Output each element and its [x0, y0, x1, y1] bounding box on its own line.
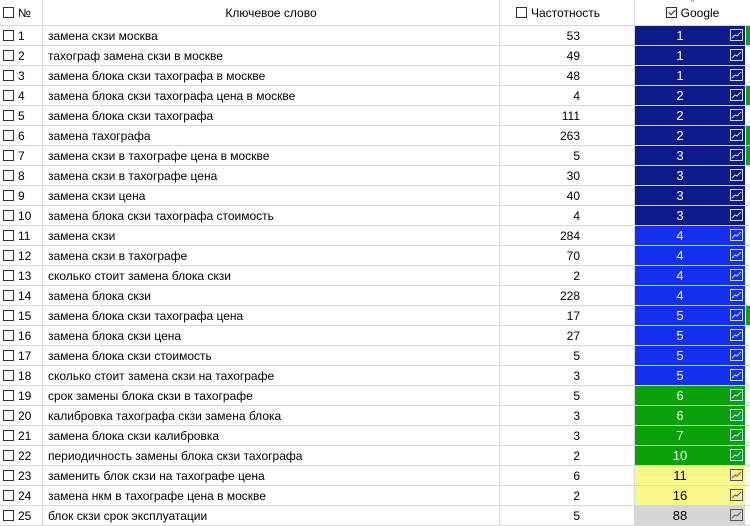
table-row[interactable]: [0, 186, 750, 206]
google-position-cell: [635, 486, 750, 505]
position-badge: [635, 266, 745, 285]
keyword-cell: замена скзи в тахографе цена: [43, 166, 500, 185]
position-badge: [635, 406, 745, 425]
row-number: 17: [18, 348, 32, 363]
keyword-cell: замена нкм в тахографе цена в москве: [43, 486, 500, 505]
row-number: 2: [18, 48, 25, 63]
row-number-cell: [0, 46, 43, 65]
table-row[interactable]: [0, 406, 750, 426]
position-value: 6: [676, 388, 684, 403]
google-position-cell: [635, 446, 750, 465]
position-value: 1: [676, 48, 684, 63]
row-number-cell: [0, 166, 43, 185]
position-value: 4: [676, 268, 684, 283]
position-badge: [635, 286, 745, 305]
trend-chart-icon[interactable]: [730, 429, 743, 441]
trend-chart-icon[interactable]: [730, 329, 743, 341]
frequency-cell: 2: [500, 266, 635, 285]
position-badge: [635, 86, 745, 105]
table-row[interactable]: [0, 26, 750, 46]
row-checkbox[interactable]: [3, 210, 14, 221]
frequency-column-checkbox[interactable]: [516, 7, 527, 18]
keyword-cell: сколько стоит замена скзи на тахографе: [43, 366, 500, 385]
position-badge: [635, 186, 745, 205]
row-number: 21: [18, 428, 32, 443]
row-checkbox[interactable]: [3, 390, 14, 401]
frequency-cell: 49: [500, 46, 635, 65]
position-badge: [635, 426, 745, 445]
position-value: 4: [676, 288, 684, 303]
position-value: 10: [672, 448, 688, 463]
table-row[interactable]: [0, 246, 750, 266]
google-position-cell: [635, 266, 750, 285]
trend-chart-icon[interactable]: [730, 129, 743, 141]
row-checkbox[interactable]: [3, 450, 14, 461]
trend-chart-icon[interactable]: [730, 489, 743, 501]
row-number: 12: [18, 248, 32, 263]
row-number-cell: [0, 86, 43, 105]
row-checkbox[interactable]: [3, 90, 14, 101]
keyword-cell: сколько стоит замена блока скзи: [43, 266, 500, 285]
row-number: 14: [18, 288, 32, 303]
header-google-label: Google: [680, 5, 720, 20]
trend-chart-icon[interactable]: [730, 149, 743, 161]
position-badge: [635, 306, 745, 325]
position-change-indicator: [746, 86, 750, 105]
row-number-cell: [0, 406, 43, 425]
frequency-cell: 70: [500, 246, 635, 265]
row-number-cell: [0, 206, 43, 225]
position-value: 2: [676, 88, 684, 103]
table-row[interactable]: [0, 106, 750, 126]
position-change-indicator: [746, 26, 750, 45]
row-checkbox[interactable]: [3, 150, 14, 161]
position-badge: [635, 46, 745, 65]
row-number: 4: [18, 88, 25, 103]
position-badge: [635, 386, 745, 405]
row-checkbox[interactable]: [3, 430, 14, 441]
row-number: 16: [18, 328, 32, 343]
row-number-cell: [0, 246, 43, 265]
position-badge: [635, 166, 745, 185]
google-position-cell: [635, 126, 750, 145]
row-checkbox[interactable]: [3, 350, 14, 361]
keyword-cell: замена блока скзи тахографа цена: [43, 306, 500, 325]
row-number-cell: [0, 66, 43, 85]
position-badge: [635, 506, 745, 525]
google-position-cell: [635, 406, 750, 425]
google-position-cell: [635, 466, 750, 485]
keyword-cell: замена тахографа: [43, 126, 500, 145]
row-checkbox[interactable]: [3, 470, 14, 481]
row-checkbox[interactable]: [3, 130, 14, 141]
trend-chart-icon[interactable]: [730, 409, 743, 421]
row-number: 24: [18, 488, 32, 503]
position-badge: [635, 486, 745, 505]
row-checkbox[interactable]: [3, 170, 14, 181]
position-badge: [635, 446, 745, 465]
row-number-cell: [0, 506, 43, 525]
frequency-cell: 5: [500, 346, 635, 365]
google-position-cell: [635, 106, 750, 125]
header-number[interactable]: [0, 0, 43, 25]
trend-chart-icon[interactable]: [730, 209, 743, 221]
row-number: 6: [18, 128, 25, 143]
select-all-checkbox[interactable]: [3, 7, 14, 18]
position-value: 1: [676, 68, 684, 83]
position-badge: [635, 146, 745, 165]
position-value: 4: [676, 248, 684, 263]
row-number-cell: [0, 26, 43, 45]
trend-chart-icon[interactable]: [730, 49, 743, 61]
header-frequency-label: Частотность: [531, 5, 600, 20]
row-number: 11: [18, 228, 31, 243]
google-position-cell: [635, 186, 750, 205]
position-value: 5: [676, 368, 684, 383]
trend-chart-icon[interactable]: [730, 369, 743, 381]
row-number-cell: [0, 286, 43, 305]
position-value: 2: [676, 128, 684, 143]
frequency-cell: 17: [500, 306, 635, 325]
google-column-checkbox[interactable]: [666, 7, 677, 18]
position-value: 3: [676, 208, 684, 223]
row-number: 22: [18, 448, 32, 463]
row-number-cell: [0, 486, 43, 505]
frequency-cell: 48: [500, 66, 635, 85]
frequency-cell: 3: [500, 406, 635, 425]
row-checkbox[interactable]: [3, 70, 14, 81]
table-row[interactable]: [0, 306, 750, 326]
keyword-cell: замена блока скзи тахографа: [43, 106, 500, 125]
position-value: 6: [676, 408, 684, 423]
trend-chart-icon[interactable]: [730, 449, 743, 461]
position-change-indicator: [746, 306, 750, 325]
table-row[interactable]: [0, 366, 750, 386]
position-value: 16: [672, 488, 688, 503]
header-frequency[interactable]: [500, 0, 635, 25]
position-badge: [635, 66, 745, 85]
position-change-indicator: [746, 126, 750, 145]
row-number: 19: [18, 388, 32, 403]
google-position-cell: [635, 506, 750, 525]
google-position-cell: [635, 46, 750, 65]
row-number: 20: [18, 408, 32, 423]
row-number-cell: [0, 466, 43, 485]
row-number-cell: [0, 266, 43, 285]
trend-chart-icon[interactable]: [730, 169, 743, 181]
google-position-cell: [635, 306, 750, 325]
position-value: 2: [676, 108, 684, 123]
sort-ascending-icon: ^: [690, 0, 695, 7]
keyword-cell: замена блока скзи стоимость: [43, 346, 500, 365]
google-position-cell: [635, 146, 750, 165]
position-badge: [635, 126, 745, 145]
keyword-cell: замена блока скзи тахографа стоимость: [43, 206, 500, 225]
google-position-cell: [635, 246, 750, 265]
row-number-cell: [0, 146, 43, 165]
frequency-cell: 27: [500, 326, 635, 345]
table-row[interactable]: [0, 226, 750, 246]
row-number: 15: [18, 308, 32, 323]
keyword-cell: замена блока скзи тахографа в москве: [43, 66, 500, 85]
keyword-cell: замена скзи: [43, 226, 500, 245]
position-badge: [635, 226, 745, 245]
table-row[interactable]: [0, 266, 750, 286]
row-number-cell: [0, 346, 43, 365]
row-number-cell: [0, 306, 43, 325]
google-position-cell: [635, 66, 750, 85]
google-position-cell: [635, 166, 750, 185]
position-badge: [635, 366, 745, 385]
keyword-cell: замена скзи москва: [43, 26, 500, 45]
position-badge: [635, 26, 745, 45]
trend-chart-icon[interactable]: [730, 109, 743, 121]
row-number-cell: [0, 226, 43, 245]
frequency-cell: 30: [500, 166, 635, 185]
row-checkbox[interactable]: [3, 310, 14, 321]
keyword-cell: замена блока скзи цена: [43, 326, 500, 345]
position-value: 1: [676, 28, 684, 43]
header-google[interactable]: [635, 0, 750, 25]
row-checkbox[interactable]: [3, 290, 14, 301]
frequency-cell: 5: [500, 506, 635, 525]
row-checkbox[interactable]: [3, 490, 14, 501]
row-checkbox[interactable]: [3, 230, 14, 241]
position-badge: [635, 206, 745, 225]
row-checkbox[interactable]: [3, 270, 14, 281]
position-value: 3: [676, 148, 684, 163]
table-row[interactable]: [0, 286, 750, 306]
keyword-cell: тахограф замена скзи в москве: [43, 46, 500, 65]
frequency-cell: 228: [500, 286, 635, 305]
row-number: 25: [18, 508, 32, 523]
position-value: 3: [676, 168, 684, 183]
row-number-cell: [0, 386, 43, 405]
frequency-cell: 111: [500, 106, 635, 125]
position-badge: [635, 246, 745, 265]
row-number-cell: [0, 106, 43, 125]
position-value: 5: [676, 348, 684, 363]
google-position-cell: [635, 346, 750, 365]
google-position-cell: [635, 366, 750, 385]
header-keyword-label: Ключевое слово: [225, 5, 317, 20]
table-row[interactable]: [0, 86, 750, 106]
trend-chart-icon[interactable]: [730, 89, 743, 101]
frequency-cell: 284: [500, 226, 635, 245]
row-number: 23: [18, 468, 32, 483]
header-number-label: №: [18, 5, 31, 20]
row-number-cell: [0, 446, 43, 465]
table-row[interactable]: [0, 126, 750, 146]
keyword-cell: блок скзи срок эксплуатации: [43, 506, 500, 525]
row-number: 13: [18, 268, 32, 283]
table-row[interactable]: [0, 426, 750, 446]
table-header: [0, 0, 750, 26]
table-row[interactable]: [0, 486, 750, 506]
keyword-cell: замена скзи в тахографе: [43, 246, 500, 265]
keyword-cell: периодичность замены блока скзи тахографа: [43, 446, 500, 465]
row-checkbox[interactable]: [3, 410, 14, 421]
google-position-cell: [635, 226, 750, 245]
row-checkbox[interactable]: [3, 110, 14, 121]
trend-chart-icon[interactable]: [730, 289, 743, 301]
frequency-cell: 40: [500, 186, 635, 205]
row-number: 9: [18, 188, 25, 203]
google-position-cell: [635, 386, 750, 405]
trend-chart-icon[interactable]: [730, 509, 743, 521]
row-number: 5: [18, 108, 25, 123]
row-number: 1: [18, 28, 25, 43]
frequency-cell: 4: [500, 86, 635, 105]
trend-chart-icon[interactable]: [730, 249, 743, 261]
keyword-cell: замена блока скзи тахографа цена в москве: [43, 86, 500, 105]
row-number-cell: [0, 426, 43, 445]
keyword-cell: замена блока скзи: [43, 286, 500, 305]
table-row[interactable]: [0, 206, 750, 226]
row-number: 18: [18, 368, 32, 383]
position-change-indicator: [746, 146, 750, 165]
keyword-cell: замена блока скзи калибровка: [43, 426, 500, 445]
position-badge: [635, 106, 745, 125]
table-row[interactable]: [0, 326, 750, 346]
frequency-cell: 3: [500, 426, 635, 445]
table-row[interactable]: [0, 66, 750, 86]
table-row[interactable]: [0, 46, 750, 66]
table-row[interactable]: [0, 166, 750, 186]
row-checkbox[interactable]: [3, 250, 14, 261]
position-value: 3: [676, 188, 684, 203]
trend-chart-icon[interactable]: [730, 269, 743, 281]
position-value: 5: [676, 308, 684, 323]
position-value: 4: [676, 228, 684, 243]
trend-chart-icon[interactable]: [730, 469, 743, 481]
table-row[interactable]: [0, 346, 750, 366]
position-value: 88: [672, 508, 688, 523]
frequency-cell: 5: [500, 386, 635, 405]
table-row[interactable]: [0, 466, 750, 486]
table-row[interactable]: [0, 446, 750, 466]
frequency-cell: 263: [500, 126, 635, 145]
trend-chart-icon[interactable]: [730, 69, 743, 81]
frequency-cell: 6: [500, 466, 635, 485]
table-row[interactable]: [0, 146, 750, 166]
frequency-cell: 3: [500, 366, 635, 385]
row-checkbox[interactable]: [3, 330, 14, 341]
google-position-cell: [635, 326, 750, 345]
table-row[interactable]: [0, 386, 750, 406]
google-position-cell: [635, 426, 750, 445]
table-body: [0, 26, 750, 526]
frequency-cell: 2: [500, 446, 635, 465]
position-value: 5: [676, 328, 684, 343]
row-number: 3: [18, 68, 25, 83]
keyword-cell: срок замены блока скзи в тахографе: [43, 386, 500, 405]
google-position-cell: [635, 206, 750, 225]
row-number-cell: [0, 366, 43, 385]
frequency-cell: 5: [500, 146, 635, 165]
row-number-cell: [0, 186, 43, 205]
header-keyword[interactable]: [43, 0, 500, 25]
position-value: 7: [676, 428, 684, 443]
trend-chart-icon[interactable]: [730, 229, 743, 241]
trend-chart-icon[interactable]: [730, 309, 743, 321]
row-checkbox[interactable]: [3, 370, 14, 381]
google-position-cell: [635, 286, 750, 305]
position-badge: [635, 466, 745, 485]
row-number: 7: [18, 148, 25, 163]
position-badge: [635, 326, 745, 345]
keyword-cell: заменить блок скзи на тахографе цена: [43, 466, 500, 485]
frequency-cell: 53: [500, 26, 635, 45]
keyword-cell: замена скзи в тахографе цена в москве: [43, 146, 500, 165]
position-badge: [635, 346, 745, 365]
keyword-cell: калибровка тахографа скзи замена блока: [43, 406, 500, 425]
trend-chart-icon[interactable]: [730, 29, 743, 41]
row-number-cell: [0, 126, 43, 145]
position-value: 11: [673, 468, 687, 483]
google-position-cell: [635, 86, 750, 105]
frequency-cell: 2: [500, 486, 635, 505]
row-number: 10: [18, 208, 32, 223]
keyword-cell: замена скзи цена: [43, 186, 500, 205]
google-position-cell: [635, 26, 750, 45]
trend-chart-icon[interactable]: [730, 189, 743, 201]
row-checkbox[interactable]: [3, 510, 14, 521]
trend-chart-icon[interactable]: [730, 389, 743, 401]
row-checkbox[interactable]: [3, 30, 14, 41]
row-number-cell: [0, 326, 43, 345]
row-checkbox[interactable]: [3, 190, 14, 201]
trend-chart-icon[interactable]: [730, 349, 743, 361]
row-checkbox[interactable]: [3, 50, 14, 61]
table-row[interactable]: [0, 506, 750, 526]
row-number: 8: [18, 168, 25, 183]
frequency-cell: 4: [500, 206, 635, 225]
